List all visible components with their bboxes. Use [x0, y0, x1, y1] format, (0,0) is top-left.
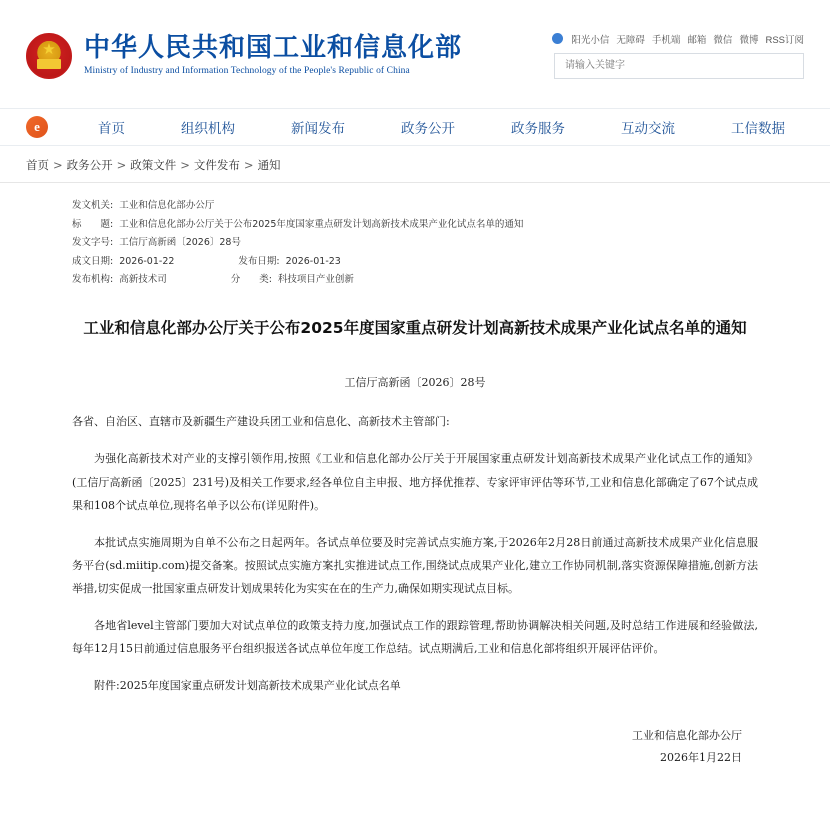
top-links — [554, 32, 804, 46]
nav-item-data[interactable]: 工信数据 — [731, 121, 785, 137]
meta-value-category: 科技项目产业创新 — [277, 274, 354, 286]
nav-item-organization[interactable]: 组织机构 — [181, 121, 235, 137]
breadcrumb-item-1[interactable]: 政务公开 — [66, 158, 113, 172]
breadcrumb-item-3[interactable]: 文件发布 — [193, 158, 240, 172]
main-nav — [0, 108, 830, 146]
header-right — [554, 32, 804, 79]
breadcrumb-item-4[interactable]: 通知 — [257, 158, 281, 172]
document-paragraph-3: 各地省level主管部门要加大对试点单位的政策支持力度,加强试点工作的跟踪管理,帮助协调解决相关问题,及时总结工作进展和经验做法,每年12月15日前通过信息服务平台组织报送各试点单位年度工作总结。试点期满后,工业和信息化部将组织开展评估评价。 — [72, 619, 758, 656]
national-emblem-icon — [26, 33, 72, 79]
top-link-2[interactable]: 手机端 — [651, 34, 681, 46]
site-brand[interactable] — [26, 33, 462, 79]
document-attachment-line: 附件:2025年度国家重点研发计划高新技术成果产业化试点名单 — [94, 679, 401, 693]
meta-label-subject: 标 题: — [72, 218, 114, 230]
brand-title-cn: 中华人民共和国工业和信息化部 — [84, 33, 463, 64]
meta-row-org — [72, 271, 758, 290]
meta-label-published-date: 发布日期: — [238, 255, 280, 267]
meta-published-group — [238, 253, 340, 272]
top-link-5[interactable]: 微博 — [739, 34, 759, 46]
top-link-4[interactable]: 微信 — [713, 34, 733, 46]
breadcrumb-separator: > — [243, 158, 254, 172]
document-paragraph-2: 本批试点实施周期为自单不公布之日起两年。各试点单位要及时完善试点实施方案,于2026年2月28日前通过高新技术成果产业化信息服务平台(sd.miitip.com)提交备案。按照试点实施方案扎实推进试点工作,围绕试点成果产业化,建立工作协同机制,落实资源保障措施,创新方法举措,切实促成一批国家重点研发计划成果转化为实实在在的生产力,确保如期实现试点目标。 — [72, 535, 758, 595]
document-signature — [72, 725, 758, 769]
meta-value-issuer: 工业和信息化部办公厅 — [119, 200, 215, 211]
meta-row-dates — [72, 253, 758, 272]
document-salutation: 各省、自治区、直辖市及新疆生产建设兵团工业和信息化、高新技术主管部门: — [72, 415, 450, 429]
meta-row-subject — [72, 216, 758, 235]
breadcrumb-separator: > — [116, 158, 127, 172]
meta-value-published-date: 2026-01-23 — [285, 255, 341, 267]
meta-category-group — [231, 271, 354, 290]
meta-row-docnumber — [72, 234, 758, 253]
search-input[interactable] — [563, 59, 795, 72]
brand-title-en: Ministry of Industry and Information Technology of the People's Republic of China — [84, 65, 410, 76]
signature-org: 工业和信息化部办公厅 — [632, 729, 742, 743]
document-meta — [72, 197, 758, 290]
nav-item-interaction[interactable]: 互动交流 — [621, 121, 675, 137]
breadcrumb-item-0[interactable]: 首页 — [26, 158, 49, 172]
nav-logo-icon[interactable]: e — [26, 116, 48, 138]
document-number: 工信厅高新函〔2026〕28号 — [344, 376, 486, 390]
meta-row-issuer — [72, 197, 758, 216]
signature-date: 2026年1月22日 — [660, 751, 742, 765]
page-title: 工业和信息化部办公厅关于公布2025年度国家重点研发计划高新技术成果产业化试点名单的通知 — [83, 318, 747, 337]
top-link-3[interactable]: 邮箱 — [687, 34, 707, 46]
sun-icon — [552, 33, 563, 44]
search-box[interactable] — [554, 53, 804, 79]
top-link-6[interactable]: RSS订阅 — [765, 34, 804, 46]
breadcrumb-separator: > — [180, 158, 190, 172]
top-link-1[interactable]: 无障碍 — [616, 34, 645, 46]
meta-value-formed-date: 2026-01-22 — [119, 255, 175, 267]
brand-text — [84, 35, 462, 76]
meta-label-docnumber: 发文字号: — [72, 237, 114, 249]
meta-label-category: 分 类: — [230, 274, 272, 286]
meta-value-subject: 工业和信息化部办公厅关于公布2025年度国家重点研发计划高新技术成果产业化试点名单的通知 — [119, 218, 524, 230]
nav-item-home[interactable]: 首页 — [98, 121, 125, 137]
nav-item-affairs-open[interactable]: 政务公开 — [401, 121, 455, 137]
nav-item-news[interactable]: 新闻发布 — [291, 121, 345, 137]
site-header — [0, 0, 830, 108]
meta-label-issuer: 发文机关: — [72, 200, 114, 211]
document-content — [0, 183, 830, 769]
top-link-0[interactable]: 阳光小信 — [571, 34, 610, 46]
meta-label-org: 发布机构: — [72, 274, 114, 286]
breadcrumb-item-2[interactable]: 政策文件 — [130, 158, 177, 172]
document-paragraph-1: 为强化高新技术对产业的支撑引领作用,按照《工业和信息化部办公厅关于开展国家重点研发计划高新技术成果产业化试点工作的通知》(工信厅高新函〔2025〕231号)及相关工作要求,经各单位自主申报、地方择优推荐、专家评审评估等环节,工业和信息化部确定了67个试点成果和108个试点单位,现将名单予以公布(详见附件)。 — [72, 452, 758, 512]
meta-label-formed-date: 成文日期: — [72, 255, 114, 267]
nav-item-services[interactable]: 政务服务 — [511, 121, 565, 137]
meta-value-docnumber: 工信厅高新函〔2026〕28号 — [119, 237, 241, 249]
meta-value-org: 高新技术司 — [119, 274, 167, 286]
breadcrumb — [0, 146, 830, 183]
breadcrumb-separator: > — [53, 158, 63, 172]
